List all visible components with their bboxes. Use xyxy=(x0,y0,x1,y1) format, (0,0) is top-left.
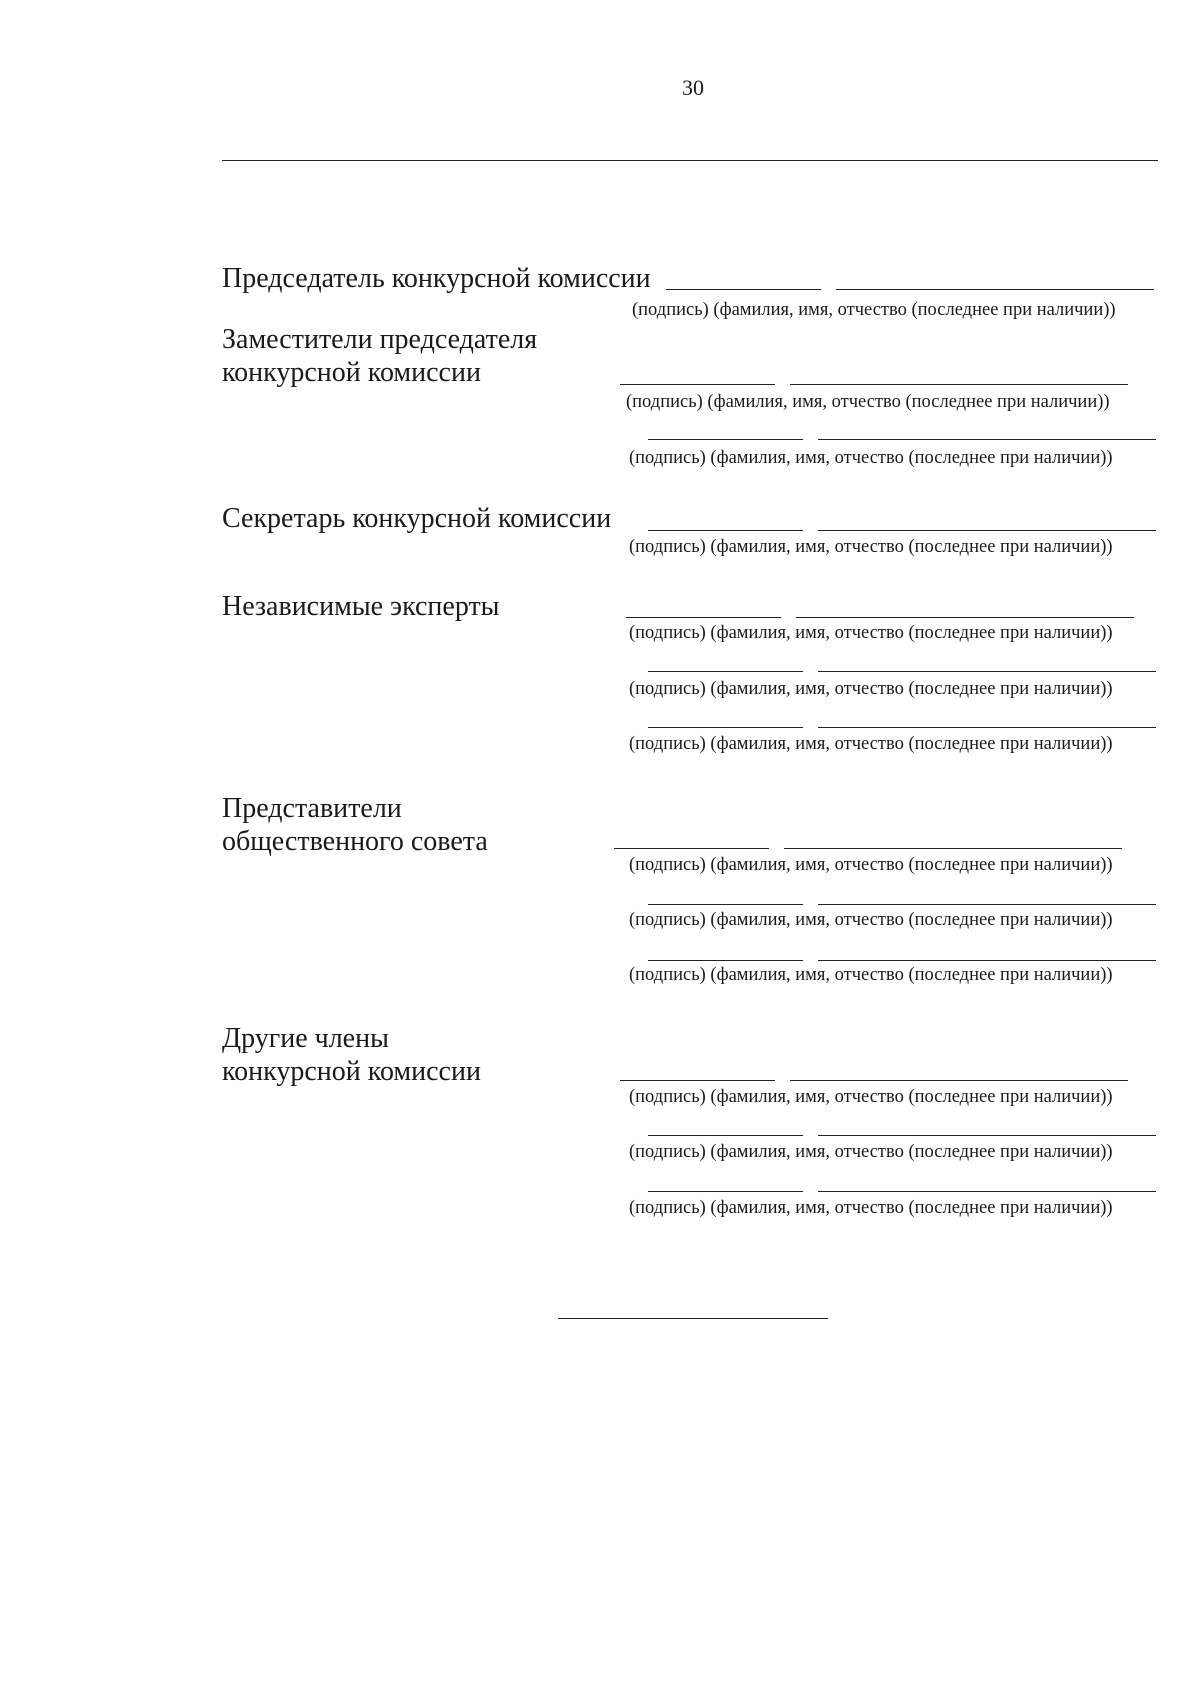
signature-caption: (подпись) (фамилия, имя, отчество (последнее при наличии)) xyxy=(629,1142,1113,1162)
experts-label: Независимые эксперты xyxy=(222,591,500,622)
page-number: 30 xyxy=(682,75,704,100)
signature-caption: (подпись) (фамилия, имя, отчество (последнее при наличии)) xyxy=(629,537,1113,557)
signature-caption: (подпись) (фамилия, имя, отчество (последнее при наличии)) xyxy=(629,1087,1113,1107)
council-label-line2: общественного совета xyxy=(222,826,488,857)
members-label-line2: конкурсной комиссии xyxy=(222,1056,481,1087)
members-label-line1: Другие члены xyxy=(222,1023,389,1054)
signature-caption: (подпись) (фамилия, имя, отчество (последнее при наличии)) xyxy=(626,392,1110,412)
signature-caption: (подпись) (фамилия, имя, отчество (последнее при наличии)) xyxy=(629,1198,1113,1218)
signature-caption: (подпись) (фамилия, имя, отчество (последнее при наличии)) xyxy=(629,910,1113,930)
council-label-line1: Представители xyxy=(222,793,402,824)
signature-caption: (подпись) (фамилия, имя, отчество (последнее при наличии)) xyxy=(629,855,1113,875)
signature-caption: (подпись) (фамилия, имя, отчество (последнее при наличии)) xyxy=(629,679,1113,699)
signature-caption: (подпись) (фамилия, имя, отчество (последнее при наличии)) xyxy=(632,300,1116,320)
secretary-label: Секретарь конкурсной комиссии xyxy=(222,503,612,534)
signature-caption: (подпись) (фамилия, имя, отчество (последнее при наличии)) xyxy=(629,448,1113,468)
signature-caption: (подпись) (фамилия, имя, отчество (последнее при наличии)) xyxy=(629,623,1113,643)
signature-caption: (подпись) (фамилия, имя, отчество (последнее при наличии)) xyxy=(629,965,1113,985)
deputies-label-line2: конкурсной комиссии xyxy=(222,357,481,388)
chair-label: Председатель конкурсной комиссии xyxy=(222,263,651,294)
signature-caption: (подпись) (фамилия, имя, отчество (последнее при наличии)) xyxy=(629,734,1113,754)
footer-rule xyxy=(558,1318,828,1319)
deputies-label-line1: Заместители председателя xyxy=(222,324,538,355)
header-rule xyxy=(222,160,1158,161)
